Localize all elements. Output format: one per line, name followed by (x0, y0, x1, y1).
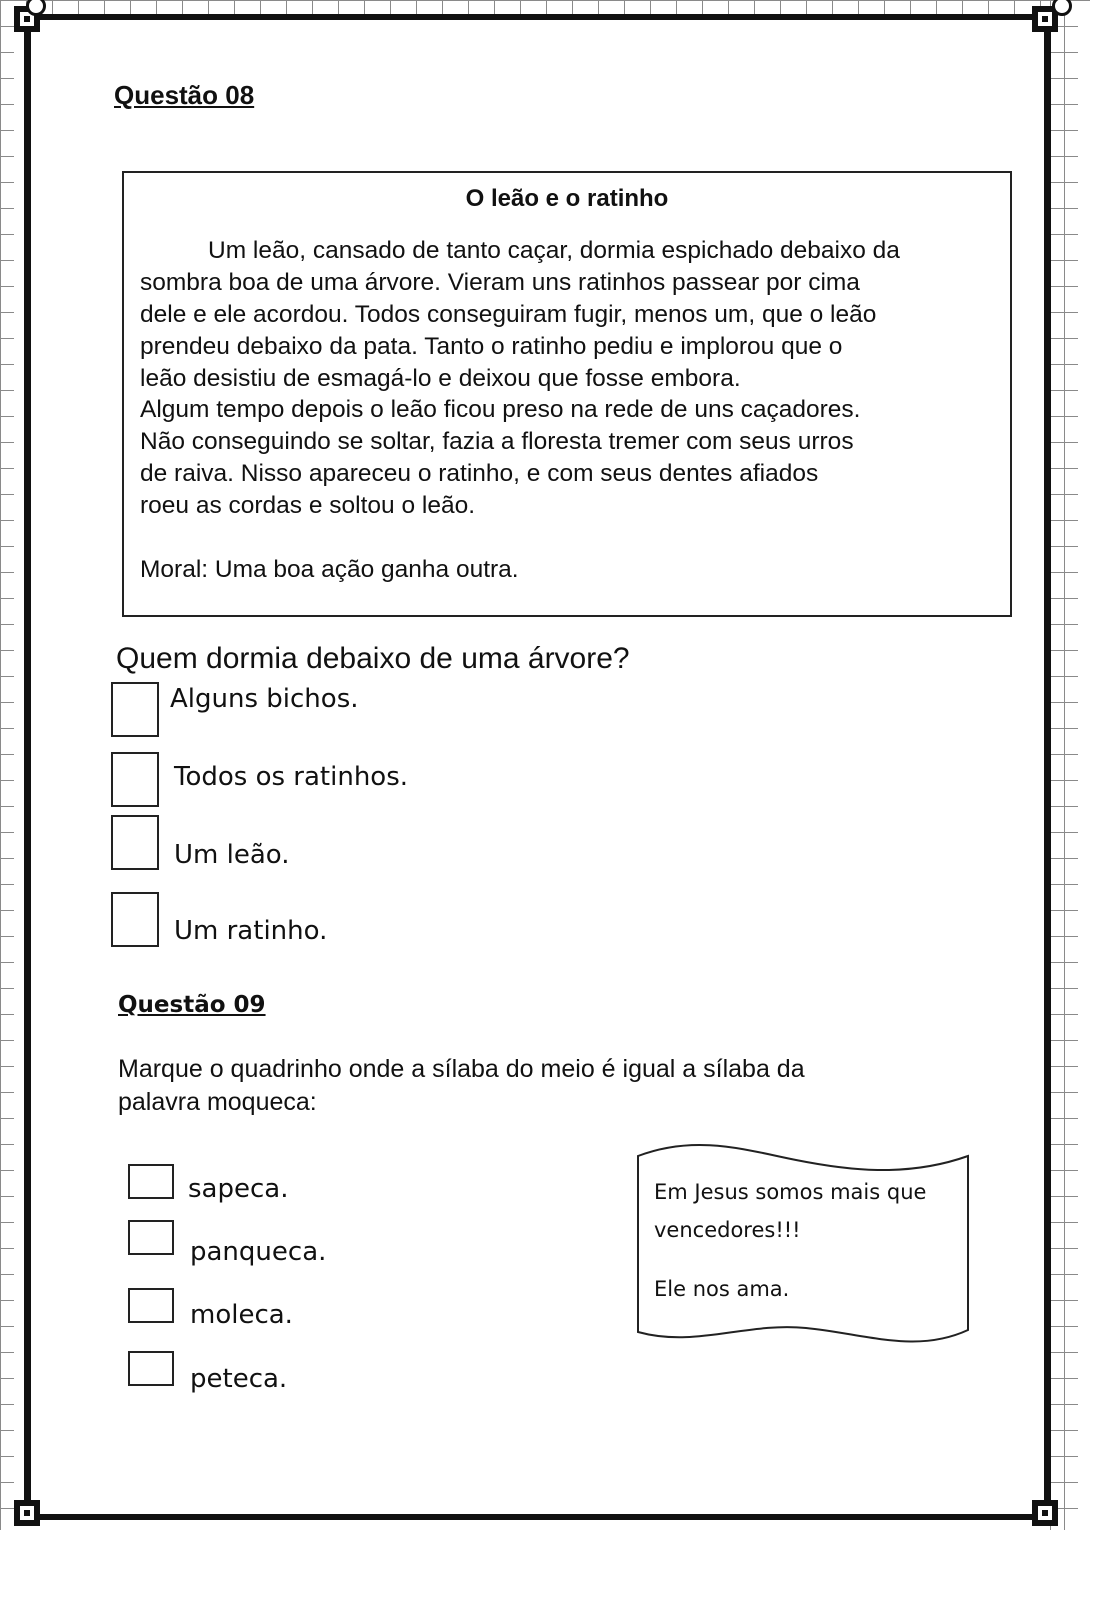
option-checkbox[interactable] (111, 815, 159, 870)
question-09-heading: Questão 09 (118, 992, 266, 1018)
story-line: prendeu debaixo da pata. Tanto o ratinho pediu e implorou que o (140, 333, 843, 360)
frame-grid-right (1050, 0, 1078, 1530)
option-label: peteca. (190, 1364, 288, 1394)
option-label: moleca. (190, 1300, 293, 1330)
banner-text: Ele nos ama. (654, 1277, 790, 1301)
frame-border-top (14, 14, 1050, 20)
frame-grid-left (0, 0, 14, 1530)
option-label: sapeca. (188, 1174, 289, 1204)
story-box (122, 171, 1012, 617)
story-line: Um leão, cansado de tanto caçar, dormia espichado debaixo da (208, 237, 900, 264)
option-checkbox[interactable] (111, 682, 159, 737)
wavy-banner (636, 1142, 970, 1350)
option-checkbox[interactable] (128, 1351, 174, 1386)
story-title: O leão e o ratinho (465, 185, 669, 212)
story-line: roeu as cordas e soltou o leão. (140, 492, 476, 519)
story-moral: Moral: Uma boa ação ganha outra. (140, 556, 519, 583)
story-line: leão desistiu de esmagá-lo e deixou que fosse embora. (140, 365, 741, 392)
story-line: Algum tempo depois o leão ficou preso na rede de uns caçadores. (140, 396, 861, 423)
story-line: Não conseguindo se soltar, fazia a floresta tremer com seus urros (140, 428, 854, 455)
frame-border-right (1044, 14, 1051, 1524)
banner-text: Em Jesus somos mais que (654, 1180, 927, 1204)
frame-corner-ornament (1032, 1500, 1058, 1526)
question-09-instruction: palavra moqueca: (118, 1088, 317, 1116)
story-line: de raiva. Nisso apareceu o ratinho, e com seus dentes afiados (140, 460, 819, 487)
option-label: Um leão. (174, 840, 290, 870)
story-line: sombra boa de uma árvore. Vieram uns ratinhos passear por cima (140, 269, 860, 296)
question-08-heading: Questão 08 (114, 80, 255, 110)
option-checkbox[interactable] (128, 1220, 174, 1255)
option-label: Um ratinho. (174, 916, 328, 946)
option-checkbox[interactable] (128, 1164, 174, 1199)
question-08-prompt: Quem dormia debaixo de uma árvore? (116, 642, 630, 675)
option-checkbox[interactable] (128, 1288, 174, 1323)
question-09-instruction: Marque o quadrinho onde a sílaba do meio é igual a sílaba da (118, 1055, 805, 1083)
option-checkbox[interactable] (111, 892, 159, 947)
banner-text: vencedores!!! (654, 1218, 801, 1242)
option-label: Alguns bichos. (170, 684, 359, 714)
frame-grid-top (0, 0, 1090, 14)
frame-corner-ornament (14, 1500, 40, 1526)
option-label: panqueca. (190, 1237, 327, 1267)
story-line: dele e ele acordou. Todos conseguiram fugir, menos um, que o leão (140, 301, 877, 328)
option-label: Todos os ratinhos. (174, 762, 409, 792)
frame-border-left (24, 14, 31, 1524)
frame-border-bottom (24, 1514, 1051, 1520)
option-checkbox[interactable] (111, 752, 159, 807)
